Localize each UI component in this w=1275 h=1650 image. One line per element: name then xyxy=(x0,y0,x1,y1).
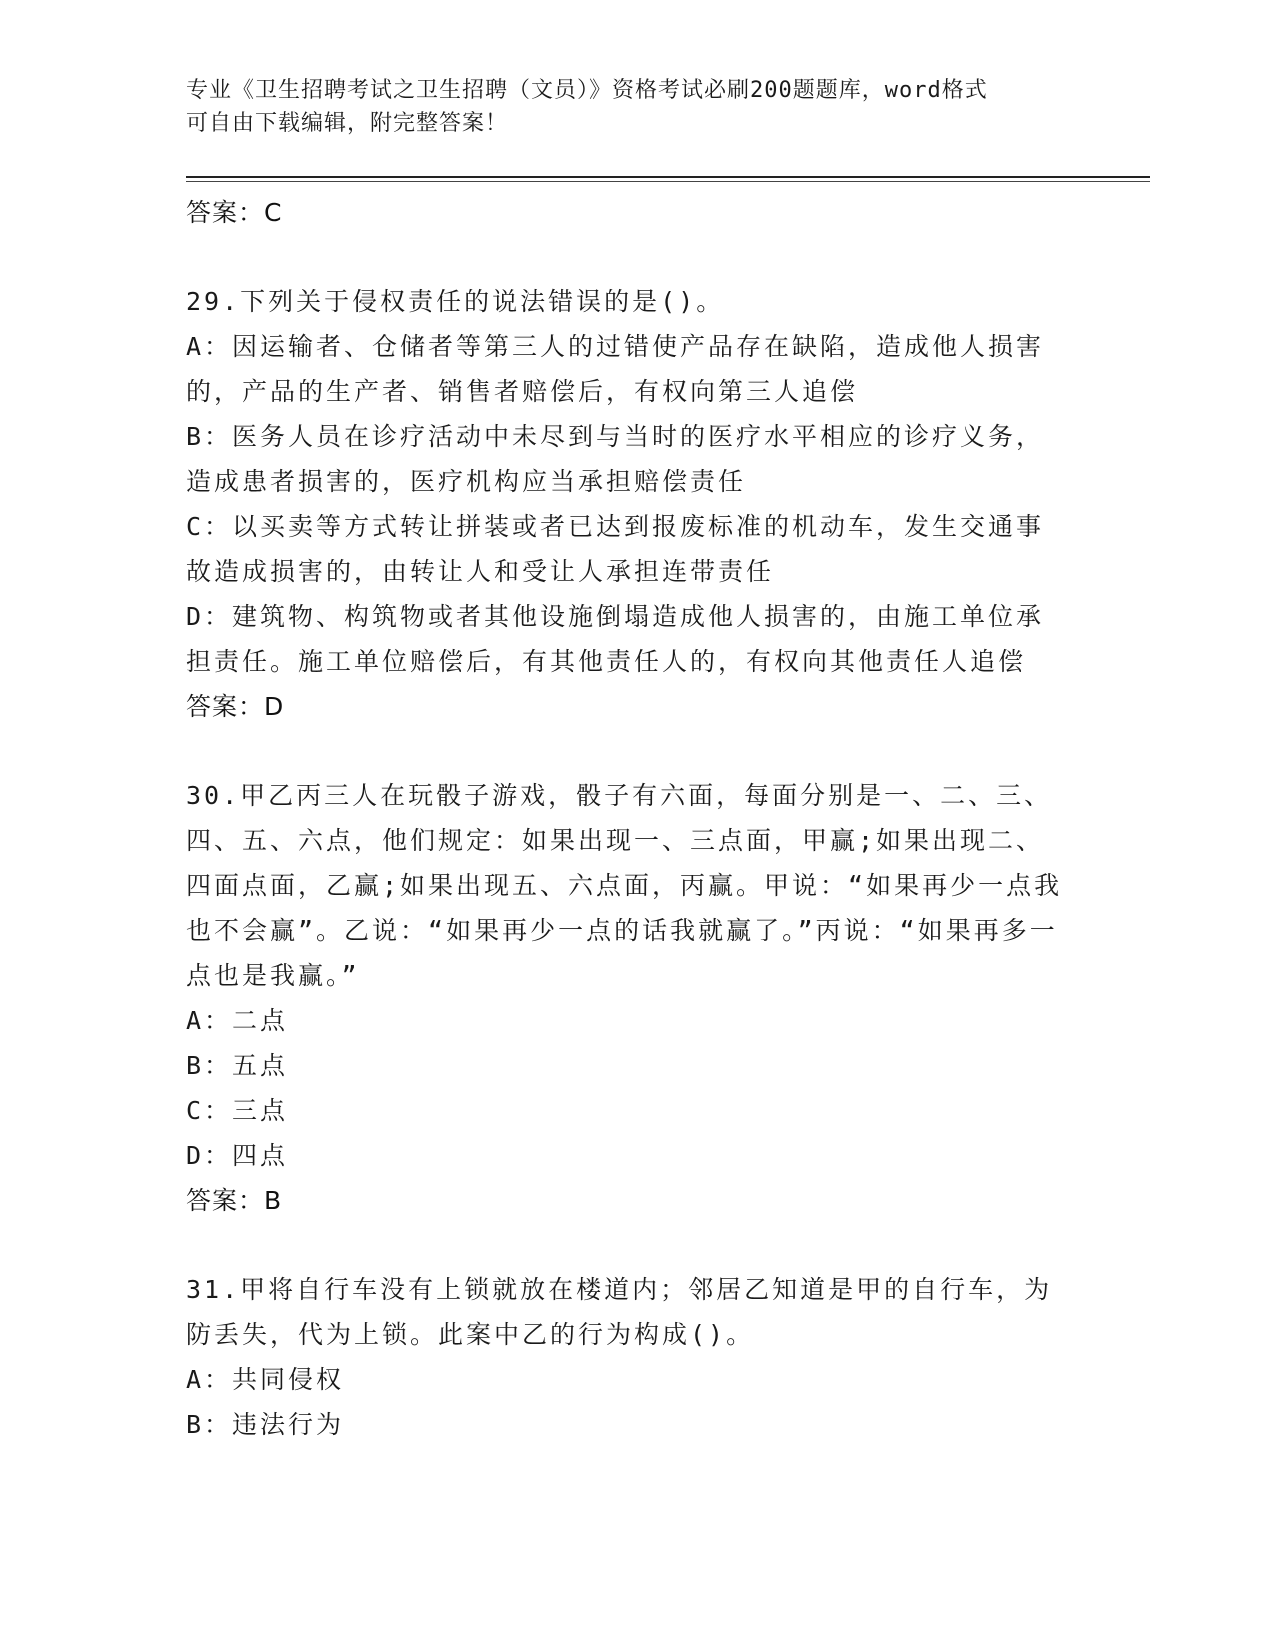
option-a: A：因运输者、仓储者等第三人的过错使产品存在缺陷，造成他人损害的，产品的生产者、销售者赔偿后，有权向第三人追偿 xyxy=(186,332,1045,406)
option-c: C：以买卖等方式转让拼装或者已达到报废标准的机动车，发生交通事故造成损害的，由转让人和受让人承担连带责任 xyxy=(186,512,1045,586)
option-d: D：四点 xyxy=(186,1141,289,1170)
spacer xyxy=(186,729,1066,773)
answer-29: 答案：D xyxy=(186,692,285,721)
spacer xyxy=(186,1223,1066,1267)
header-divider-thick xyxy=(186,176,1150,178)
option-d: D：建筑物、构筑物或者其他设施倒塌造成他人损害的，由施工单位承担责任。施工单位赔偿后，有其他责任人的，有权向其他责任人追偿 xyxy=(186,602,1045,676)
question-31 xyxy=(186,1267,1066,1447)
header-divider-thin xyxy=(186,181,1150,182)
option-b: B：违法行为 xyxy=(186,1410,345,1439)
option-a: A：二点 xyxy=(186,1006,289,1035)
header-line-2: 可自由下载编辑，附完整答案！ xyxy=(186,111,509,136)
question-stem: 30.甲乙丙三人在玩骰子游戏，骰子有六面，每面分别是一、二、三、四、五、六点，他们规定：如果出现一、三点面，甲赢;如果出现二、四面点面，乙赢;如果出现五、六点面，丙赢。甲说：“如果再少一点我也不会赢”。乙说：“如果再少一点的话我就赢了。”丙说：“如果再多一点也是我赢。” xyxy=(186,781,1063,990)
question-29 xyxy=(186,279,1066,729)
option-a: A：共同侵权 xyxy=(186,1365,345,1394)
question-30 xyxy=(186,773,1066,1223)
document-header xyxy=(186,74,1066,140)
option-b: B：医务人员在诊疗活动中未尽到与当时的医疗水平相应的诊疗义务，造成患者损害的，医疗机构应当承担赔偿责任 xyxy=(186,422,1045,496)
header-line-1: 专业《卫生招聘考试之卫生招聘（文员）》资格考试必刷200题题库，word格式 xyxy=(186,78,988,103)
question-stem: 29.下列关于侵权责任的说法错误的是()。 xyxy=(186,287,725,316)
spacer xyxy=(186,235,1066,279)
answer-30: 答案：B xyxy=(186,1186,283,1215)
document-body xyxy=(186,190,1066,1447)
option-c: C：三点 xyxy=(186,1096,289,1125)
question-stem: 31.甲将自行车没有上锁就放在楼道内；邻居乙知道是甲的自行车，为防丢失，代为上锁。此案中乙的行为构成()。 xyxy=(186,1275,1053,1349)
option-b: B：五点 xyxy=(186,1051,289,1080)
answer-prev: 答案：C xyxy=(186,198,283,227)
